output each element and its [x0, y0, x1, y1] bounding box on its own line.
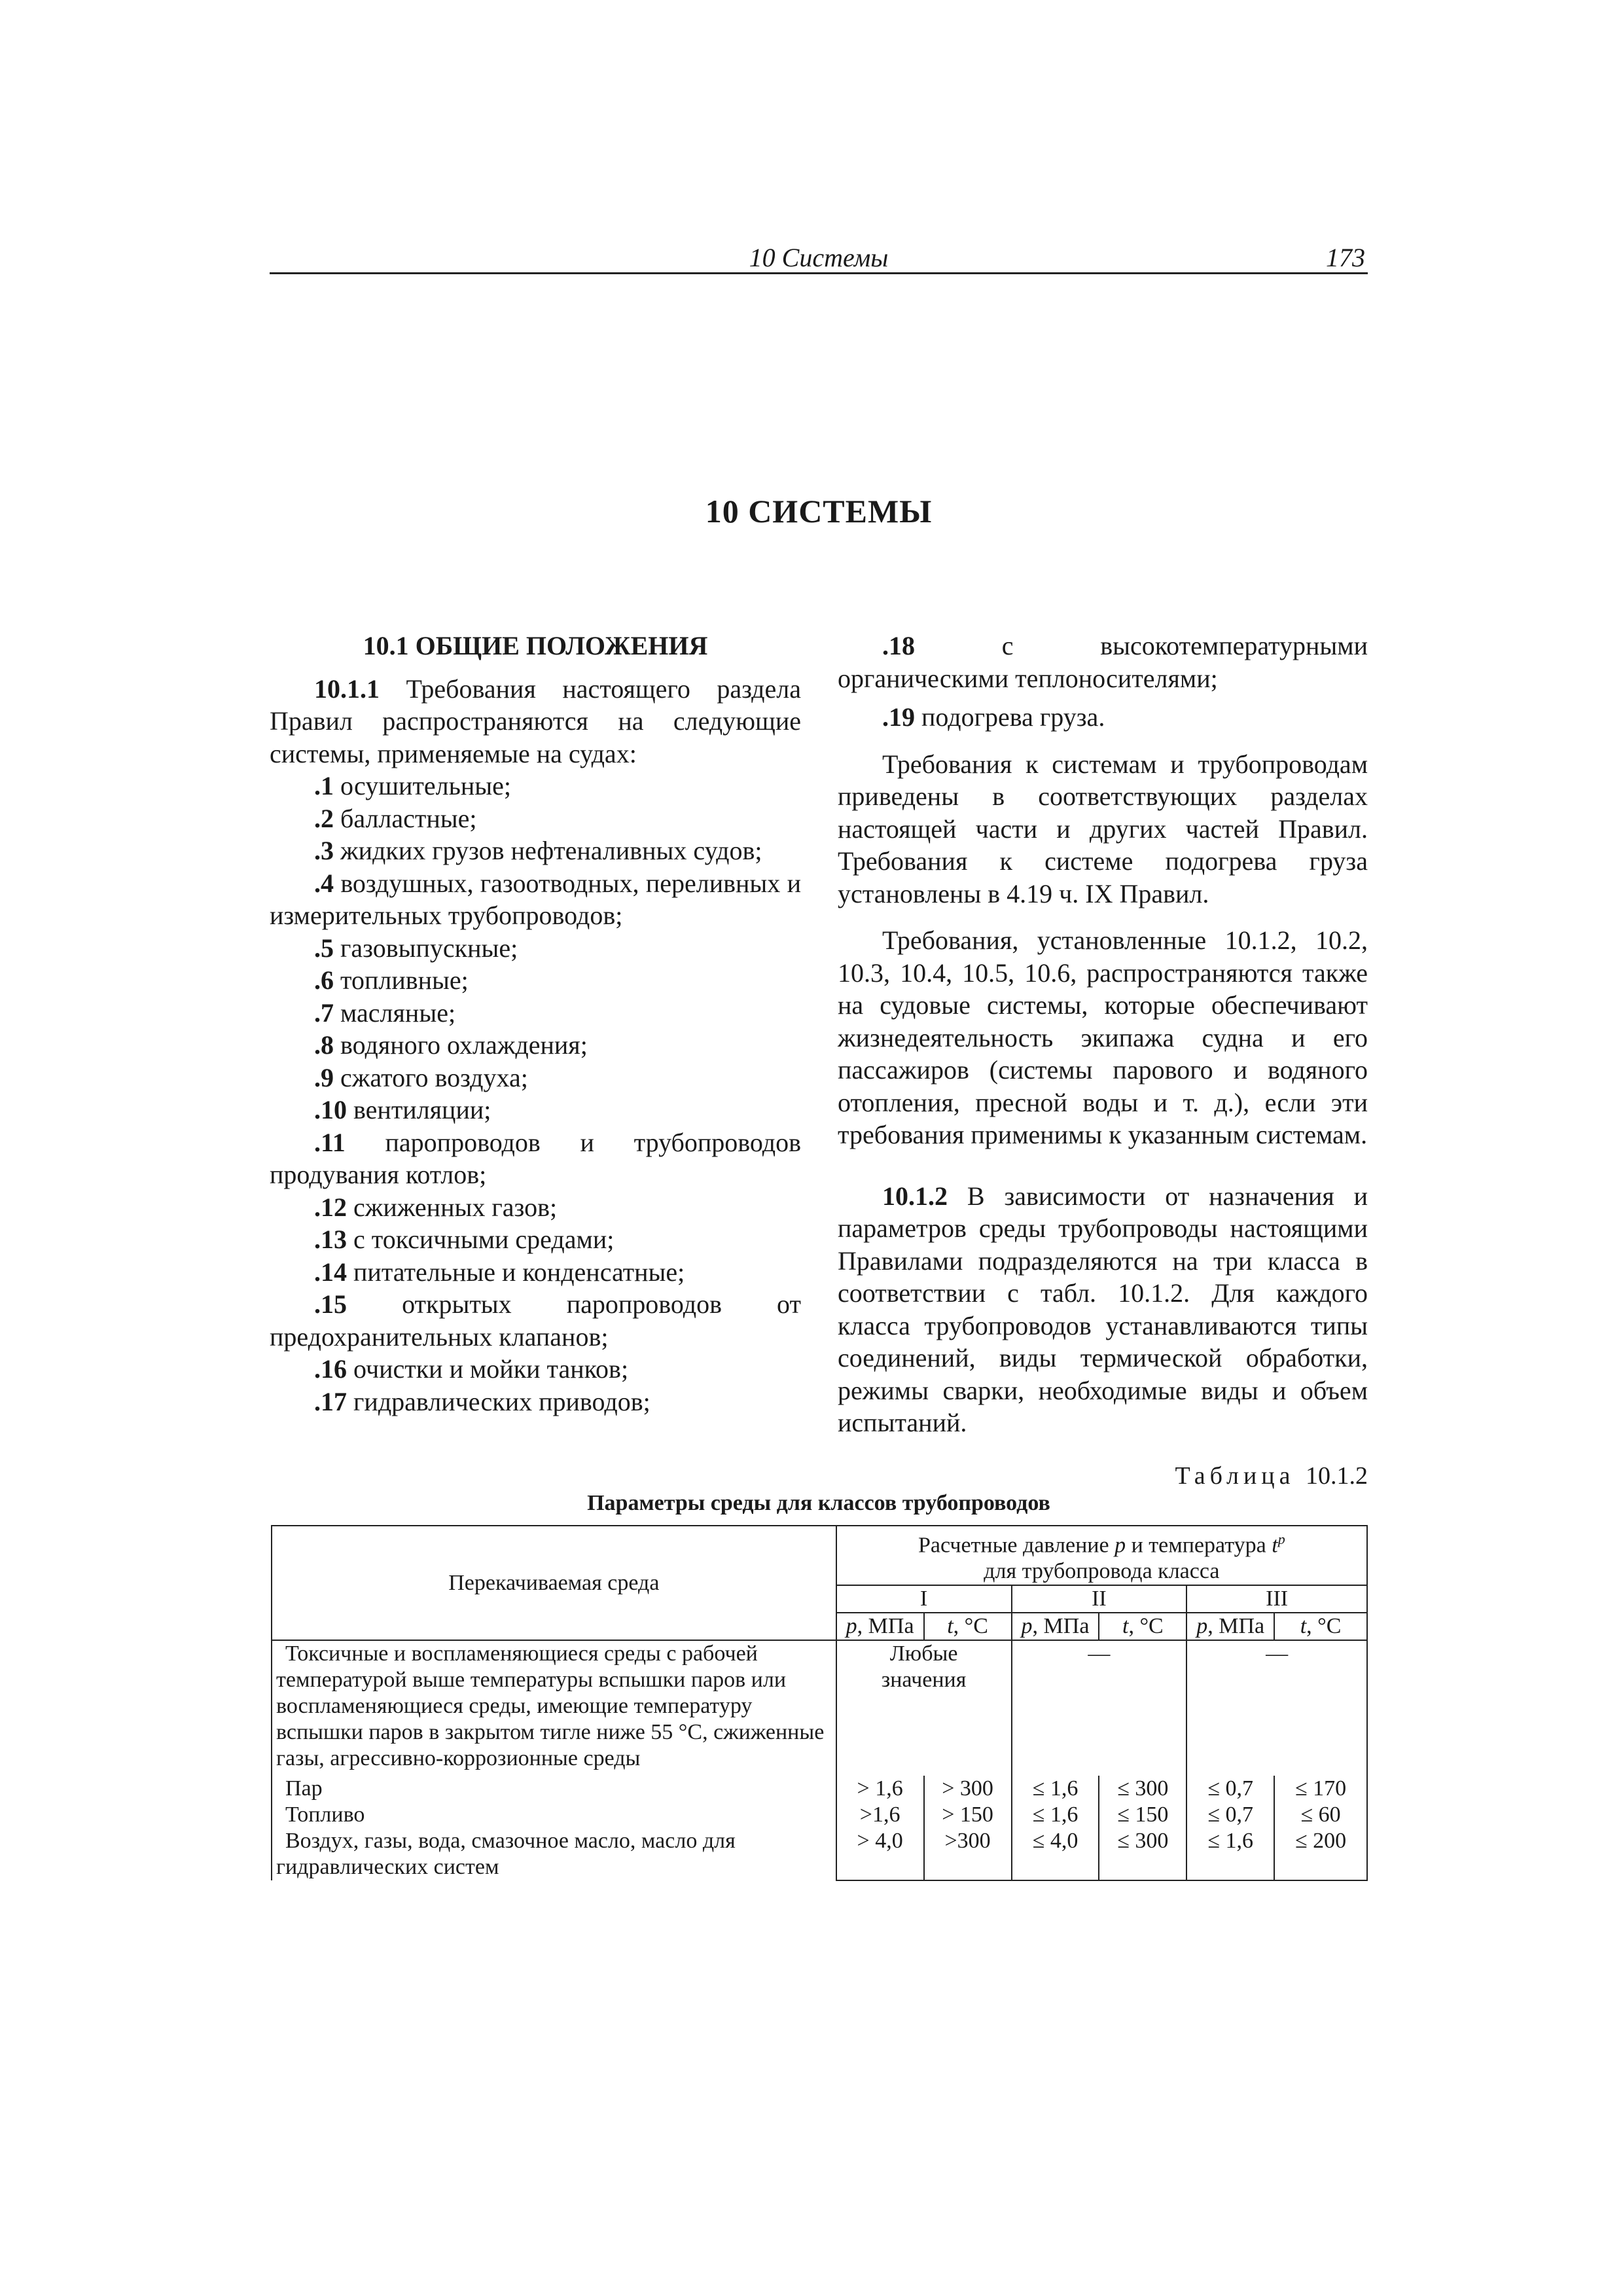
running-header-title: 10 Системы: [749, 243, 889, 272]
cell-class-iii-pressure: ≤ 0,7: [1186, 1776, 1274, 1802]
header-class-iii: III: [1186, 1585, 1367, 1613]
pressure-symbol: p: [846, 1614, 857, 1639]
cell-class-i-temperature: > 150: [924, 1802, 1012, 1828]
list-item: [270, 1094, 801, 1126]
header-text: и температура: [1131, 1533, 1266, 1558]
table-row: [272, 1828, 1367, 1880]
list-item-number: .5: [314, 933, 334, 963]
cell-class-iii-temperature: ≤ 170: [1274, 1776, 1367, 1802]
list-item-number: .12: [314, 1192, 347, 1222]
section-title: 10.1 ОБЩИЕ ПОЛОЖЕНИЯ: [363, 631, 708, 660]
cell-medium: Топливо: [272, 1802, 836, 1828]
list-item-text: с высокотемпературными органическими теплоносителями;: [838, 631, 1368, 693]
list-item: [270, 1288, 801, 1353]
list-item: [270, 1353, 801, 1386]
list-item-number: .6: [314, 965, 334, 995]
pressure-symbol: p: [1021, 1614, 1033, 1639]
cell-class-i-pressure: > 4,0: [836, 1828, 924, 1880]
list-item-text: газовыпускные;: [340, 933, 518, 963]
cell-class-i-temperature: >300: [924, 1828, 1012, 1880]
header-temperature-c: [1274, 1613, 1367, 1640]
running-header: [270, 240, 1368, 274]
list-item-number: .9: [314, 1062, 334, 1092]
system-list: [270, 770, 801, 1418]
paragraph-10-1-1: [270, 673, 801, 770]
list-item: [270, 1386, 801, 1418]
cell-class-i-pressure: >1,6: [836, 1802, 924, 1828]
cell-medium: Пар: [272, 1776, 836, 1802]
list-item: [270, 867, 801, 932]
cell-class-ii-pressure: ≤ 1,6: [1012, 1802, 1099, 1828]
list-item: [270, 1256, 801, 1289]
cell-medium: Воздух, газы, вода, смазочное масло, масло для гидравлических систем: [272, 1828, 836, 1880]
list-item-number: .13: [314, 1225, 347, 1254]
header-pressure-mpa: [1012, 1613, 1099, 1640]
paragraph-number: 10.1.1: [314, 673, 380, 704]
cell-class-iii-temperature: ≤ 200: [1274, 1828, 1367, 1880]
temperature-unit: , °С: [953, 1614, 988, 1639]
header-text: Расчетные давление: [918, 1533, 1109, 1558]
right-column: [838, 630, 1368, 1439]
list-item-text: водяного охлаждения;: [340, 1030, 588, 1060]
table-label-number: 10.1.2: [1306, 1462, 1368, 1490]
header-temperature-c: [1099, 1613, 1186, 1640]
list-item: [270, 1062, 801, 1094]
list-item-number: .8: [314, 1030, 334, 1060]
list-item: [270, 997, 801, 1030]
cell-class-ii-pressure: ≤ 1,6: [1012, 1776, 1099, 1802]
cell-class-ii-temperature: ≤ 150: [1099, 1802, 1186, 1828]
paragraph-10-1-2: [838, 1180, 1368, 1439]
temperature-symbol: t: [1300, 1614, 1307, 1639]
cell-class-ii-temperature: ≤ 300: [1099, 1828, 1186, 1880]
list-item-text: открытых паропроводов от предохранительных клапанов;: [270, 1289, 802, 1352]
list-item: [270, 1126, 801, 1191]
list-item-text: жидких грузов нефтеналивных судов;: [340, 836, 762, 865]
header-p-symbol: p: [1115, 1533, 1126, 1558]
table-label-word: Таблица: [1175, 1462, 1295, 1490]
list-item: [270, 1191, 801, 1224]
list-item-text: сжатого воздуха;: [340, 1062, 528, 1092]
left-column: [270, 630, 801, 1418]
list-item-number: .15: [314, 1289, 347, 1319]
list-item-text: балластные;: [340, 803, 477, 833]
cell-class-iii-pressure: ≤ 1,6: [1186, 1828, 1274, 1880]
header-t-superscript: p: [1277, 1531, 1285, 1547]
list-item-number: .10: [314, 1095, 347, 1124]
list-item-number: .16: [314, 1354, 347, 1384]
system-list-continued: [838, 630, 1368, 734]
paragraph-text: Требования настоящего раздела Правил распространяются на следующие системы, применяемые на судах:: [270, 673, 801, 768]
list-item: [838, 630, 1368, 694]
list-item-number: .2: [314, 803, 334, 833]
list-item-number: .19: [882, 702, 915, 732]
cell-class-iii-pressure: ≤ 0,7: [1186, 1802, 1274, 1828]
cell-class-i: Любые значения: [836, 1640, 1012, 1776]
list-item: [270, 932, 801, 965]
list-item-text: паропроводов и трубопроводов продувания котлов;: [270, 1127, 801, 1189]
list-item-text: осушительные;: [340, 771, 512, 800]
header-design-parameters: [836, 1526, 1367, 1585]
chapter-title: 10 СИСТЕМЫ: [705, 493, 933, 529]
paragraph-requirements: Требования к системам и трубопроводам приведены в соответствующих разделах настоящей части и других частей Правил. Требования к системе подогрева груза установлены в 4.19 ч. IX Правил.: [838, 749, 1368, 908]
temperature-symbol: t: [947, 1614, 954, 1639]
cell-class-ii: —: [1012, 1640, 1187, 1776]
header-pressure-mpa: [836, 1613, 924, 1640]
table-row: [272, 1776, 1367, 1802]
list-item-text: с токсичными средами;: [353, 1225, 615, 1254]
paragraph-number: 10.1.2: [882, 1181, 948, 1211]
list-item: [270, 834, 801, 867]
header-medium: Перекачиваемая среда: [272, 1526, 836, 1640]
pressure-unit: , МПа: [857, 1614, 914, 1639]
list-item-text: сжиженных газов;: [353, 1192, 558, 1222]
list-item: [270, 802, 801, 835]
table-row: [272, 1802, 1367, 1828]
list-item-number: .18: [882, 631, 915, 660]
table-label: [1175, 1462, 1368, 1490]
header-t-symbol: t: [1272, 1533, 1278, 1558]
list-item-number: .7: [314, 997, 334, 1028]
list-item: [270, 964, 801, 997]
list-item-text: гидравлических приводов;: [353, 1386, 651, 1416]
temperature-unit: , °С: [1306, 1614, 1342, 1639]
list-item-number: .3: [314, 836, 334, 865]
pressure-unit: , МПа: [1032, 1614, 1090, 1639]
cell-class-ii-pressure: ≤ 4,0: [1012, 1828, 1099, 1880]
list-item-number: .14: [314, 1257, 347, 1287]
page-number: 173: [1326, 243, 1365, 272]
header-class-i: I: [836, 1585, 1012, 1613]
header-temperature-c: [924, 1613, 1012, 1640]
pressure-unit: , МПа: [1207, 1614, 1265, 1639]
list-item-text: вентиляции;: [353, 1095, 491, 1124]
list-item-number: .17: [314, 1386, 347, 1416]
pressure-symbol: p: [1196, 1614, 1208, 1639]
cell-class-i-pressure: > 1,6: [836, 1776, 924, 1802]
table-title: Параметры среды для классов трубопроводов: [587, 1491, 1050, 1515]
header-class-ii: II: [1012, 1585, 1187, 1613]
list-item-text: масляные;: [340, 997, 456, 1028]
header-pressure-mpa: [1186, 1613, 1274, 1640]
cell-class-ii-temperature: ≤ 300: [1099, 1776, 1186, 1802]
list-item-text: подогрева груза.: [921, 702, 1105, 732]
pipeline-parameters-table: [271, 1525, 1368, 1881]
temperature-symbol: t: [1122, 1614, 1129, 1639]
list-item-number: .11: [314, 1127, 346, 1157]
paragraph-text: В зависимости от назначения и параметров среды трубопроводы настоящими Правилами подразделяются на три класса в соответствии с табл. 10.1.2. Для каждого класса трубопроводов устанавливаются типы соединений, виды термической обработки, режимы сварки, необходимые виды и объем испытаний.: [838, 1181, 1368, 1437]
list-item-text: питательные и конденсатные;: [353, 1257, 685, 1287]
list-item-text: топливные;: [340, 965, 469, 995]
header-text-line2: для трубопровода класса: [984, 1559, 1220, 1584]
list-item: [270, 1029, 801, 1062]
cell-medium: Токсичные и воспламеняющиеся среды с рабочей температурой выше температуры вспышки паров или воспламеняющиеся среды, имеющие температуру вспышки паров в закрытом тигле ниже 55 °С, сжиженные газы, агрессивно-коррозионные среды: [272, 1640, 836, 1776]
list-item: [270, 1223, 801, 1256]
cell-class-iii-temperature: ≤ 60: [1274, 1802, 1367, 1828]
cell-class-iii: —: [1186, 1640, 1367, 1776]
list-item: [838, 701, 1368, 734]
cell-class-i-temperature: > 300: [924, 1776, 1012, 1802]
list-item-number: .4: [314, 868, 334, 898]
list-item-number: .1: [314, 771, 334, 800]
table-row: [272, 1640, 1367, 1776]
paragraph-requirements-scope: Требования, установленные 10.1.2, 10.2, 10.3, 10.4, 10.5, 10.6, распространяются также на судовые системы, которые обеспечивают жизнедеятельность экипажа судна и его пассажиров (системы парового и водяного отопления, пресной воды и т. д.), если эти требования применимы к указанным системам.: [838, 925, 1368, 1149]
list-item-text: очистки и мойки танков;: [353, 1354, 629, 1384]
list-item: [270, 770, 801, 802]
list-item-text: воздушных, газоотводных, переливных и измерительных трубопроводов;: [270, 868, 801, 930]
temperature-unit: , °С: [1128, 1614, 1164, 1639]
